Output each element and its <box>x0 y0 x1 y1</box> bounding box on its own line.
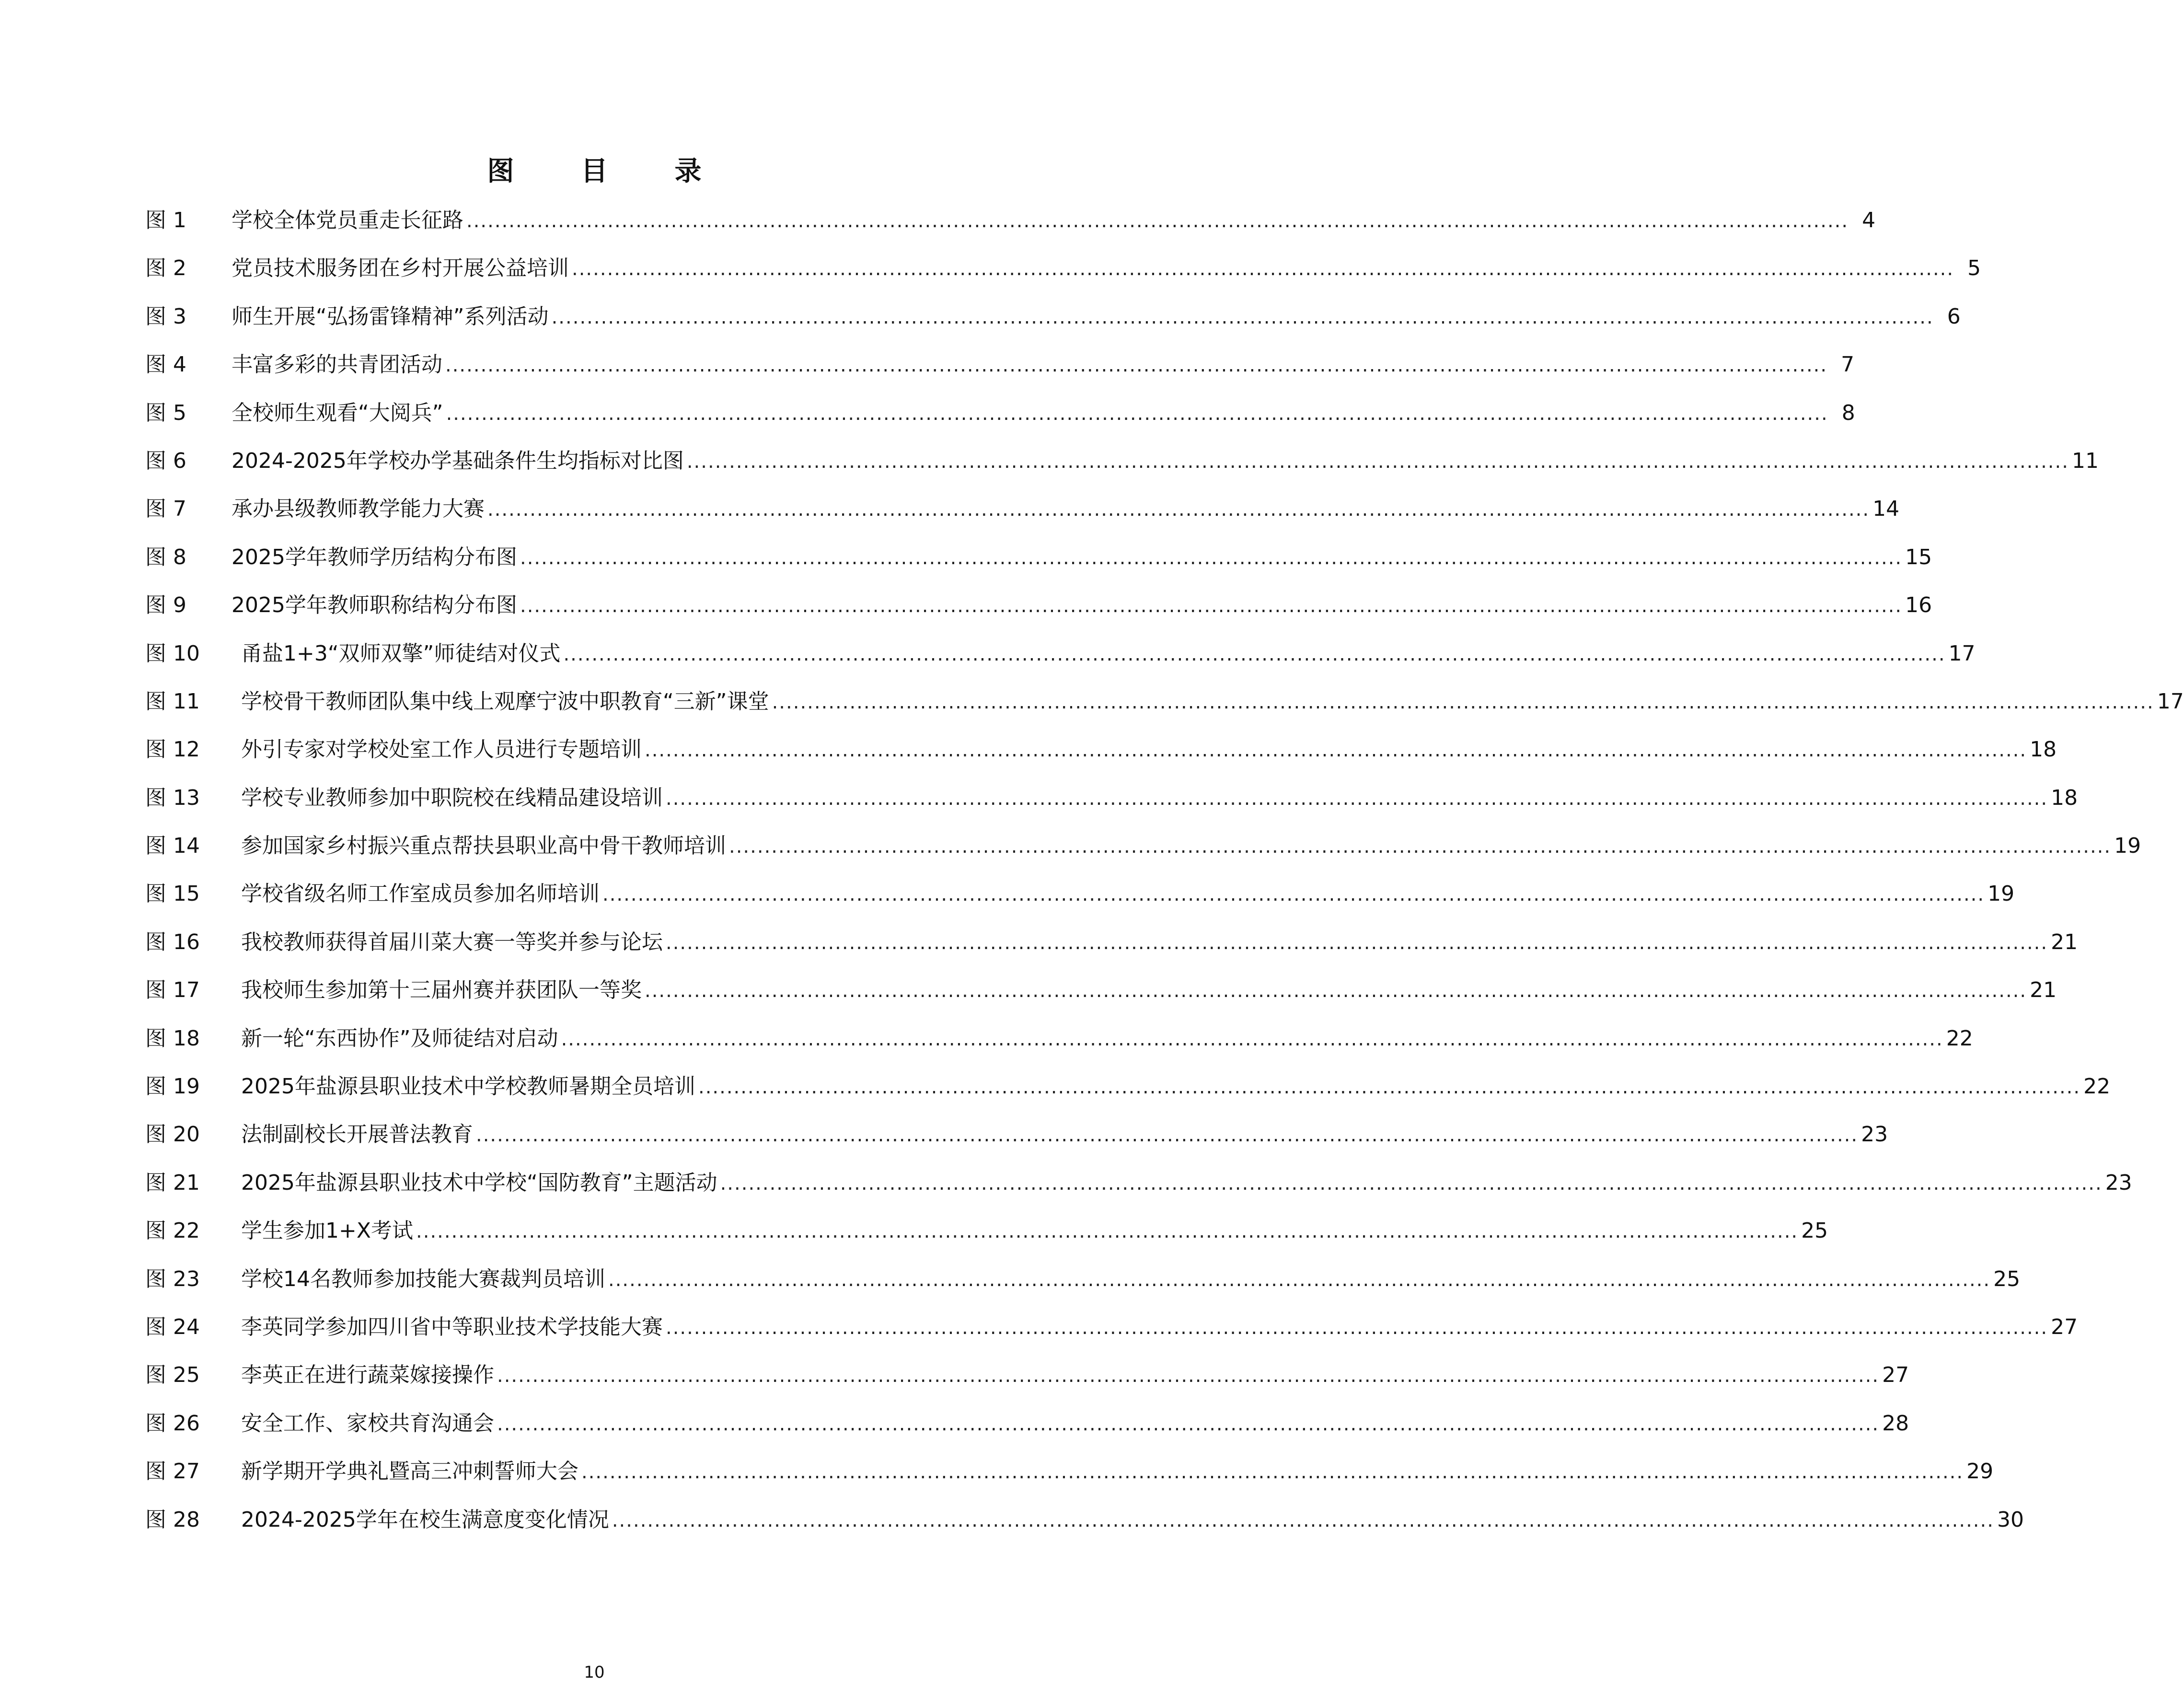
entry-title: 学校全体党员重走长征路 <box>231 208 463 232</box>
toc-entry[interactable] <box>145 1313 2078 1361</box>
entry-title: 学生参加1+X考试 <box>241 1218 414 1243</box>
dot-leader <box>645 736 2027 765</box>
dot-leader <box>563 640 1945 669</box>
entry-title: 新学期开学典礼暨高三冲刺誓师大会 <box>241 1459 578 1484</box>
entry-title: 党员技术服务团在乡村开展公益培训 <box>231 256 569 281</box>
entry-page: 30 <box>1997 1507 2024 1532</box>
entry-title: 师生开展“弘扬雷锋精神”系列活动 <box>231 304 549 329</box>
toc-entry[interactable] <box>145 206 1876 254</box>
dot-leader <box>561 1025 1943 1054</box>
toc-entry[interactable] <box>145 350 1855 398</box>
toc-entry[interactable] <box>145 1072 2111 1120</box>
entry-label: 图 16 <box>145 929 200 954</box>
dot-leader <box>520 544 1902 572</box>
entry-title: 2025学年教师学历结构分布图 <box>231 545 517 569</box>
entry-title: 2025年盐源县职业技术中学校教师暑期全员培训 <box>241 1074 695 1099</box>
dot-leader <box>446 399 1828 428</box>
toc-entry[interactable] <box>145 639 1976 687</box>
entry-label: 图 14 <box>145 834 200 858</box>
entry-title: 丰富多彩的共青团活动 <box>231 352 442 377</box>
entry-page: 22 <box>2083 1074 2111 1099</box>
entry-label: 图 4 <box>145 352 186 377</box>
dot-leader <box>497 1410 1879 1438</box>
entry-page: 25 <box>1993 1266 2021 1291</box>
entry-page: 16 <box>1905 593 1932 618</box>
entry-title: 外引专家对学校处室工作人员进行专题培训 <box>241 737 642 762</box>
entry-label: 图 11 <box>145 689 200 714</box>
entry-label: 图 27 <box>145 1459 200 1484</box>
entry-label: 图 15 <box>145 882 200 906</box>
dot-leader <box>666 1313 2048 1342</box>
entry-label: 图 1 <box>145 208 186 232</box>
toc-entry[interactable] <box>145 1361 1909 1409</box>
entry-page: 25 <box>1801 1218 1828 1243</box>
entry-page: 8 <box>1841 400 1855 425</box>
dot-leader <box>645 976 2027 1005</box>
toc-entry[interactable] <box>145 495 1900 543</box>
dot-leader <box>416 1217 1798 1246</box>
entry-page: 18 <box>2051 785 2078 810</box>
entry-label: 图 25 <box>145 1363 200 1388</box>
entry-label: 图 18 <box>145 1026 200 1051</box>
entry-label: 图 7 <box>145 497 186 522</box>
entry-page: 23 <box>2105 1170 2132 1195</box>
entry-title: 2024-2025年学校办学基础条件生均指标对比图 <box>231 448 684 473</box>
toc-entry[interactable] <box>145 784 2078 832</box>
entry-title: 李英同学参加四川省中等职业技术学技能大赛 <box>241 1314 663 1339</box>
dot-leader <box>772 688 2154 717</box>
page-number: 10 <box>584 1663 605 1682</box>
dot-leader <box>487 495 1870 524</box>
dot-leader <box>466 207 1849 235</box>
entry-title: 全校师生观看“大阅兵” <box>231 400 443 425</box>
entry-page: 28 <box>1882 1411 1909 1436</box>
dot-leader <box>581 1458 1964 1486</box>
entry-title: 李英正在进行蔬菜嫁接操作 <box>241 1363 494 1388</box>
entry-label: 图 23 <box>145 1266 200 1291</box>
dot-leader <box>608 1265 1990 1294</box>
entry-label: 图 20 <box>145 1122 200 1147</box>
dot-leader <box>520 592 1902 620</box>
entry-page: 7 <box>1841 352 1855 377</box>
entry-title: 我校教师获得首届川菜大赛一等奖并参与论坛 <box>241 929 663 954</box>
entry-page: 19 <box>1988 882 2015 906</box>
page-title: 图 目 录 <box>487 156 730 187</box>
entry-page: 22 <box>1946 1026 1973 1051</box>
toc-entry[interactable] <box>145 880 2015 928</box>
entry-label: 图 3 <box>145 304 186 329</box>
entry-page: 27 <box>2051 1314 2078 1339</box>
entry-title: 法制副校长开展普法教育 <box>241 1122 473 1147</box>
entry-title: 甬盐1+3“双师双擎”师徒结对仪式 <box>241 641 561 666</box>
toc-entry[interactable] <box>145 1169 2132 1217</box>
entry-page: 19 <box>2114 834 2141 858</box>
toc-entry[interactable] <box>145 399 1855 447</box>
dot-leader <box>720 1169 2103 1198</box>
toc-entry[interactable] <box>145 1024 1973 1072</box>
entry-label: 图 10 <box>145 641 200 666</box>
dot-leader <box>666 784 2048 813</box>
entry-label: 图 12 <box>145 737 200 762</box>
toc-entry[interactable] <box>145 1120 1888 1168</box>
entry-title: 2025年盐源县职业技术中学校“国防教育”主题活动 <box>241 1170 717 1195</box>
entry-title: 承办县级教师教学能力大赛 <box>231 497 485 522</box>
entry-title: 2025学年教师职称结构分布图 <box>231 593 517 618</box>
entry-page: 21 <box>2030 978 2057 1003</box>
toc-entry[interactable] <box>145 687 2184 735</box>
toc-entry[interactable] <box>145 735 2057 783</box>
entry-page: 29 <box>1966 1459 1994 1484</box>
toc-entry[interactable] <box>145 1457 1994 1505</box>
dot-leader <box>666 928 2048 957</box>
dot-leader <box>445 351 1827 380</box>
entry-label: 图 8 <box>145 545 186 569</box>
entry-title: 学校省级名师工作室成员参加名师培训 <box>241 882 600 906</box>
toc-entry[interactable] <box>145 976 2057 1024</box>
entry-title: 2024-2025学年在校生满意度变化情况 <box>241 1507 609 1532</box>
toc-entry[interactable] <box>145 302 1961 350</box>
entry-label: 图 17 <box>145 978 200 1003</box>
entry-title: 学校专业教师参加中职院校在线精品建设培训 <box>241 785 663 810</box>
dot-leader <box>698 1073 2080 1102</box>
dot-leader <box>612 1506 1994 1535</box>
entry-label: 图 19 <box>145 1074 200 1099</box>
dot-leader <box>602 880 1985 909</box>
dot-leader <box>572 255 1954 283</box>
toc-entry[interactable] <box>145 254 1981 302</box>
toc-entry[interactable] <box>145 447 2099 495</box>
dot-leader <box>476 1121 1858 1149</box>
entry-page: 4 <box>1862 208 1876 232</box>
toc-entry[interactable] <box>145 928 2078 976</box>
entry-page: 17 <box>2157 689 2184 714</box>
entry-page: 11 <box>2071 448 2099 473</box>
toc-entry[interactable] <box>145 1409 1909 1457</box>
entry-title: 学校14名教师参加技能大赛裁判员培训 <box>241 1266 605 1291</box>
toc-entry[interactable] <box>145 832 2141 880</box>
toc-entry[interactable] <box>145 1265 2021 1313</box>
figure-list <box>145 206 2184 1554</box>
entry-title: 学校骨干教师团队集中线上观摩宁波中职教育“三新”课堂 <box>241 689 769 714</box>
dot-leader <box>687 447 2069 476</box>
entry-page: 27 <box>1882 1363 1909 1388</box>
dot-leader <box>552 303 1934 332</box>
entry-label: 图 9 <box>145 593 186 618</box>
entry-label: 图 5 <box>145 400 186 425</box>
dot-leader <box>497 1361 1879 1390</box>
entry-page: 21 <box>2051 929 2078 954</box>
entry-page: 6 <box>1947 304 1961 329</box>
entry-page: 5 <box>1967 256 1981 281</box>
toc-entry[interactable] <box>145 591 1932 639</box>
entry-page: 18 <box>2030 737 2057 762</box>
entry-title: 我校师生参加第十三届州赛并获团队一等奖 <box>241 978 642 1003</box>
entry-title: 新一轮“东西协作”及师徒结对启动 <box>241 1026 558 1051</box>
dot-leader <box>729 832 2111 861</box>
entry-label: 图 21 <box>145 1170 200 1195</box>
entry-label: 图 28 <box>145 1507 200 1532</box>
entry-page: 14 <box>1872 497 1900 522</box>
entry-page: 15 <box>1905 545 1932 569</box>
entry-label: 图 6 <box>145 448 186 473</box>
toc-entry[interactable] <box>145 1506 2024 1554</box>
entry-label: 图 22 <box>145 1218 200 1243</box>
entry-label: 图 26 <box>145 1411 200 1436</box>
entry-label: 图 24 <box>145 1314 200 1339</box>
entry-page: 23 <box>1861 1122 1888 1147</box>
toc-entry[interactable] <box>145 543 1932 591</box>
entry-page: 17 <box>1948 641 1976 666</box>
entry-title: 安全工作、家校共育沟通会 <box>241 1411 494 1436</box>
toc-entry[interactable] <box>145 1217 1828 1264</box>
entry-label: 图 2 <box>145 256 186 281</box>
entry-title: 参加国家乡村振兴重点帮扶县职业高中骨干教师培训 <box>241 834 726 858</box>
entry-label: 图 13 <box>145 785 200 810</box>
